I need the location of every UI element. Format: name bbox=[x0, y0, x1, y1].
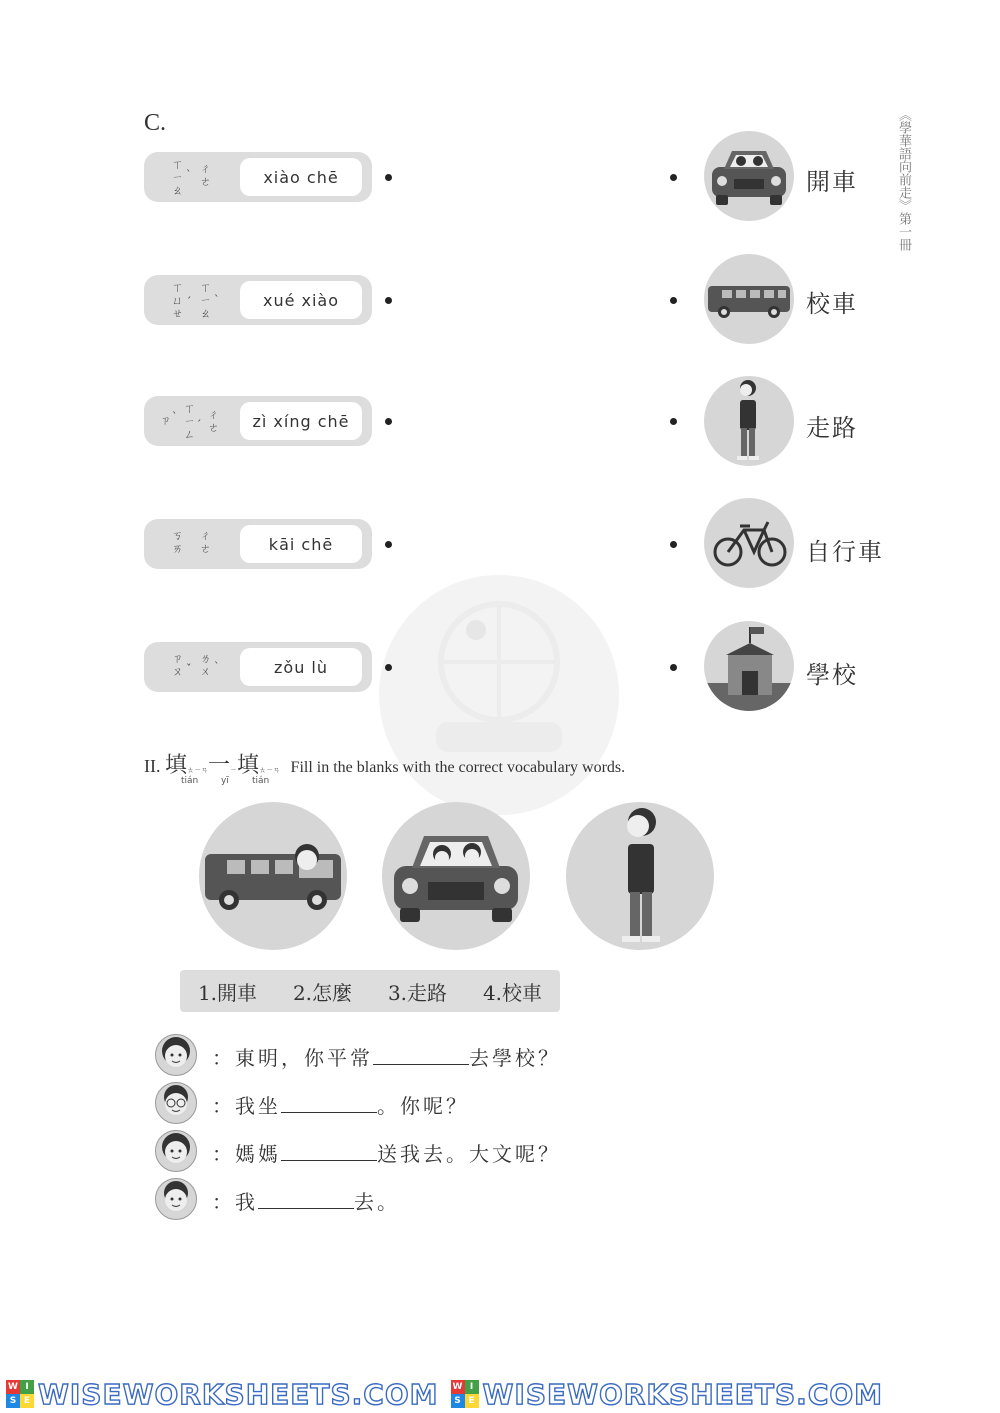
dialogue-text: ：我 bbox=[212, 1190, 258, 1214]
vocab-pill bbox=[144, 519, 372, 569]
answer-blank[interactable] bbox=[258, 1190, 354, 1209]
answer-blank[interactable] bbox=[281, 1094, 377, 1113]
vocab-word: 開車 bbox=[806, 168, 858, 196]
footer-watermark bbox=[0, 1376, 1000, 1412]
vocab-word: 校車 bbox=[806, 290, 858, 318]
match-dot-right[interactable] bbox=[670, 664, 677, 671]
dialogue-text: 送我去。大文呢？ bbox=[377, 1142, 561, 1166]
wiseworksheets-logo-icon bbox=[6, 1380, 34, 1408]
emblem-watermark-icon bbox=[356, 552, 642, 838]
vocab-word: 走路 bbox=[806, 414, 858, 442]
dialogue-text: ：我坐 bbox=[212, 1094, 281, 1118]
title-pinyin: tián bbox=[181, 776, 199, 786]
word-bank-item: 3.走路 bbox=[387, 980, 448, 1005]
dialogue-line bbox=[212, 1138, 561, 1167]
title-char: 填 bbox=[237, 753, 260, 778]
vocab-pill bbox=[144, 152, 372, 202]
match-dot-left[interactable] bbox=[385, 541, 392, 548]
vocab-pill bbox=[144, 275, 372, 325]
title-char: 一 bbox=[208, 753, 231, 778]
vocab-word: 自行車 bbox=[806, 538, 884, 566]
answer-blank[interactable] bbox=[281, 1142, 377, 1161]
logo-letter: W bbox=[451, 1380, 465, 1394]
word-bank-item: 2.怎麼 bbox=[292, 980, 353, 1005]
boy-avatar-icon bbox=[155, 1178, 197, 1220]
answer-blank[interactable] bbox=[373, 1046, 469, 1065]
word-bank-item: 4.校車 bbox=[482, 980, 543, 1005]
pinyin-text: zǒu lù bbox=[240, 648, 362, 686]
logo-letter: I bbox=[465, 1380, 479, 1394]
zhuyin-text: ㄗ ˋ ㄒ ㄧ ㄥ ˊ ㄔ ㄜ bbox=[160, 402, 219, 441]
dialogue-text: 去學校？ bbox=[469, 1046, 561, 1070]
walking-boy-icon bbox=[704, 376, 794, 466]
match-dot-left[interactable] bbox=[385, 174, 392, 181]
zhuyin-text: ㄗ ㄡ ˇ ㄌ ㄨ ˋ bbox=[172, 652, 220, 678]
vocab-pill bbox=[144, 396, 372, 446]
logo-letter: S bbox=[451, 1394, 465, 1408]
logo-letter: I bbox=[20, 1380, 34, 1394]
title-pinyin: tián bbox=[252, 776, 270, 786]
match-dot-right[interactable] bbox=[670, 418, 677, 425]
pinyin-text: zì xíng chē bbox=[240, 402, 362, 440]
word-bank bbox=[180, 970, 560, 1012]
watermark-text: WISEWORKSHEETS.COM bbox=[482, 1377, 884, 1411]
title-pinyin: yī bbox=[221, 776, 229, 786]
book-series-title: 《學華語向前走》第一冊 bbox=[896, 108, 911, 251]
pinyin-text: xiào chē bbox=[240, 158, 362, 196]
zhuyin-text: ㄒ ㄧ ㄠ ˋ ㄔ ㄜ bbox=[172, 158, 211, 197]
match-dot-left[interactable] bbox=[385, 664, 392, 671]
section-ii-label: II. bbox=[144, 756, 161, 776]
logo-letter: W bbox=[6, 1380, 20, 1394]
logo-letter: E bbox=[20, 1394, 34, 1408]
school-icon bbox=[704, 621, 794, 711]
dialogue-text: 去。 bbox=[354, 1190, 400, 1214]
girl-avatar-icon bbox=[155, 1034, 197, 1076]
boy-glasses-avatar-icon bbox=[155, 1082, 197, 1124]
zhuyin-text: ㄎ ㄞ ㄔ ㄜ bbox=[172, 529, 211, 555]
word-bank-item: 1.開車 bbox=[197, 980, 258, 1005]
girl-avatar-icon bbox=[155, 1130, 197, 1172]
car-icon bbox=[704, 131, 794, 221]
logo-letter: S bbox=[6, 1394, 20, 1408]
dialogue-text: 。你呢？ bbox=[377, 1094, 469, 1118]
match-dot-left[interactable] bbox=[385, 418, 392, 425]
match-dot-left[interactable] bbox=[385, 297, 392, 304]
pinyin-text: kāi chē bbox=[240, 525, 362, 563]
dialogue-line bbox=[212, 1186, 400, 1215]
zhuyin-text: ㄒ ㄩ ㄝ ˊ ㄒ ㄧ ㄠ ˋ bbox=[172, 281, 220, 320]
vocab-pill bbox=[144, 642, 372, 692]
dialogue-line bbox=[212, 1090, 469, 1119]
match-dot-right[interactable] bbox=[670, 174, 677, 181]
watermark-text: WISEWORKSHEETS.COM bbox=[38, 1377, 439, 1411]
bus-icon bbox=[704, 254, 794, 344]
match-dot-right[interactable] bbox=[670, 541, 677, 548]
wiseworksheets-logo-icon bbox=[451, 1380, 479, 1408]
dialogue-text: ：媽媽 bbox=[212, 1142, 281, 1166]
match-dot-right[interactable] bbox=[670, 297, 677, 304]
bicycle-icon bbox=[704, 498, 794, 588]
dialogue-line bbox=[212, 1042, 561, 1071]
title-char: 填 bbox=[165, 753, 188, 778]
logo-letter: E bbox=[465, 1394, 479, 1408]
section-ii-instruction: Fill in the blanks with the correct vocabulary words. bbox=[290, 759, 626, 776]
bus-with-boy-icon bbox=[199, 802, 347, 950]
dialogue-text: ：東明，你平常 bbox=[212, 1046, 373, 1070]
standing-boy-icon bbox=[566, 802, 714, 950]
section-ii-heading: II. 填ㄊㄧㄢ一ㄧ填ㄊㄧㄢ Fill in the blanks with the correct vocabulary words. bbox=[144, 753, 626, 778]
vocab-word: 學校 bbox=[806, 661, 858, 689]
car-with-girls-icon bbox=[382, 802, 530, 950]
section-c-label: C. bbox=[144, 110, 167, 136]
pinyin-text: xué xiào bbox=[240, 281, 362, 319]
